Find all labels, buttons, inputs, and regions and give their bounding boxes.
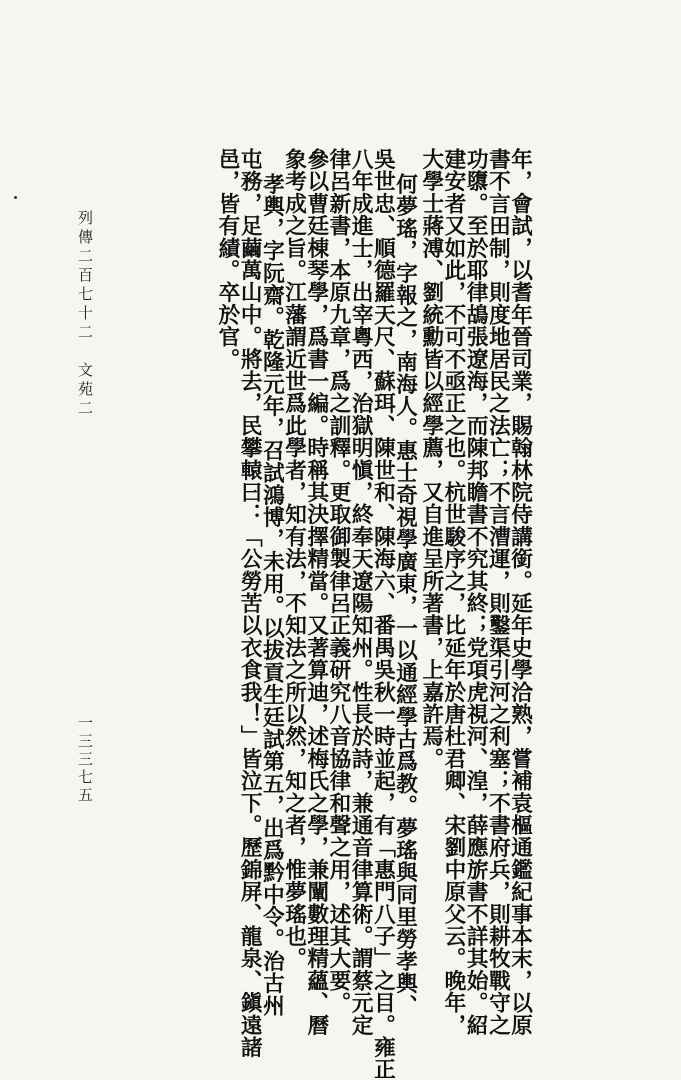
text-column: 吳世忠、順德羅天尺、蘇珥、陳世和、陳海六、番禺吳秋一時並起，有「惠門八子」之目。雍正	[370, 148, 396, 1080]
text-column: 屯務，足繭萬山中。將去，民攀轅曰：「公勞苦以衣食我！」皆泣下。歷錦屏、龍泉、鎭遠諸	[237, 148, 263, 1059]
text-column: 邑，皆有績。卒於官。	[214, 148, 240, 370]
text-column: 律呂新書，本原九章，爲之訓釋。更取御製律呂正義研究八音協律和聲之用，述其大要。	[325, 148, 351, 1014]
text-column: 何夢瑤，字報之，南海人。惠士奇視學廣東，一以通經學古爲教。夢瑤與同里勞孝輿、	[392, 173, 418, 1017]
text-column: 參以曹廷棟琴學，爲書一編。時稱其決擇精當。又著算迪，述梅氏之學，兼闡數理精蘊、曆	[303, 148, 329, 1036]
text-column: 象考成之旨。江藩謂近世爲此學者，知有法，不知法之所以然，知之者，惟夢瑤也。	[281, 148, 307, 970]
text-column: 功隳。至於耶律鴣張遼海，而陳邦瞻書不究其終；党項虎視河、湟，薛應旂書不詳其始。紹	[463, 148, 489, 1036]
running-head: 列傳二百七十二 文苑二	[76, 210, 94, 419]
text-column: 大學士蔣溥、劉統勳皆以經學薦，又自進呈所著書，上嘉許焉。	[418, 148, 444, 770]
text-column: 建安者又如此，不可不亟正之也。杭世駿序之，比延年於唐杜君卿、宋劉中原父云。晚年，	[440, 148, 466, 1036]
page-number: 一三三七五	[76, 715, 94, 805]
margin-mark	[14, 196, 17, 199]
text-column: 年，會試，以耆年晉司業，賜翰林院侍講銜。延年史學洽熟，嘗補袁樞通鑑紀事本末，以原	[507, 148, 533, 1036]
text-column: 孝輿，字阮齋。乾隆元年，召試鴻博，未用。以拔貢生廷試第五，出爲黔中令。治古州	[259, 173, 285, 1017]
text-column: 書不言田制，則度地居民之法亡；不言漕運，則鑿渠引河之利塞；不書府兵，則耕牧戰守之	[485, 148, 511, 1036]
text-column: 八年成進士，出宰粵西，治獄明愼，終奉天遼陽知州。性長於詩，兼通音律算術。謂蔡元定	[348, 148, 374, 1036]
